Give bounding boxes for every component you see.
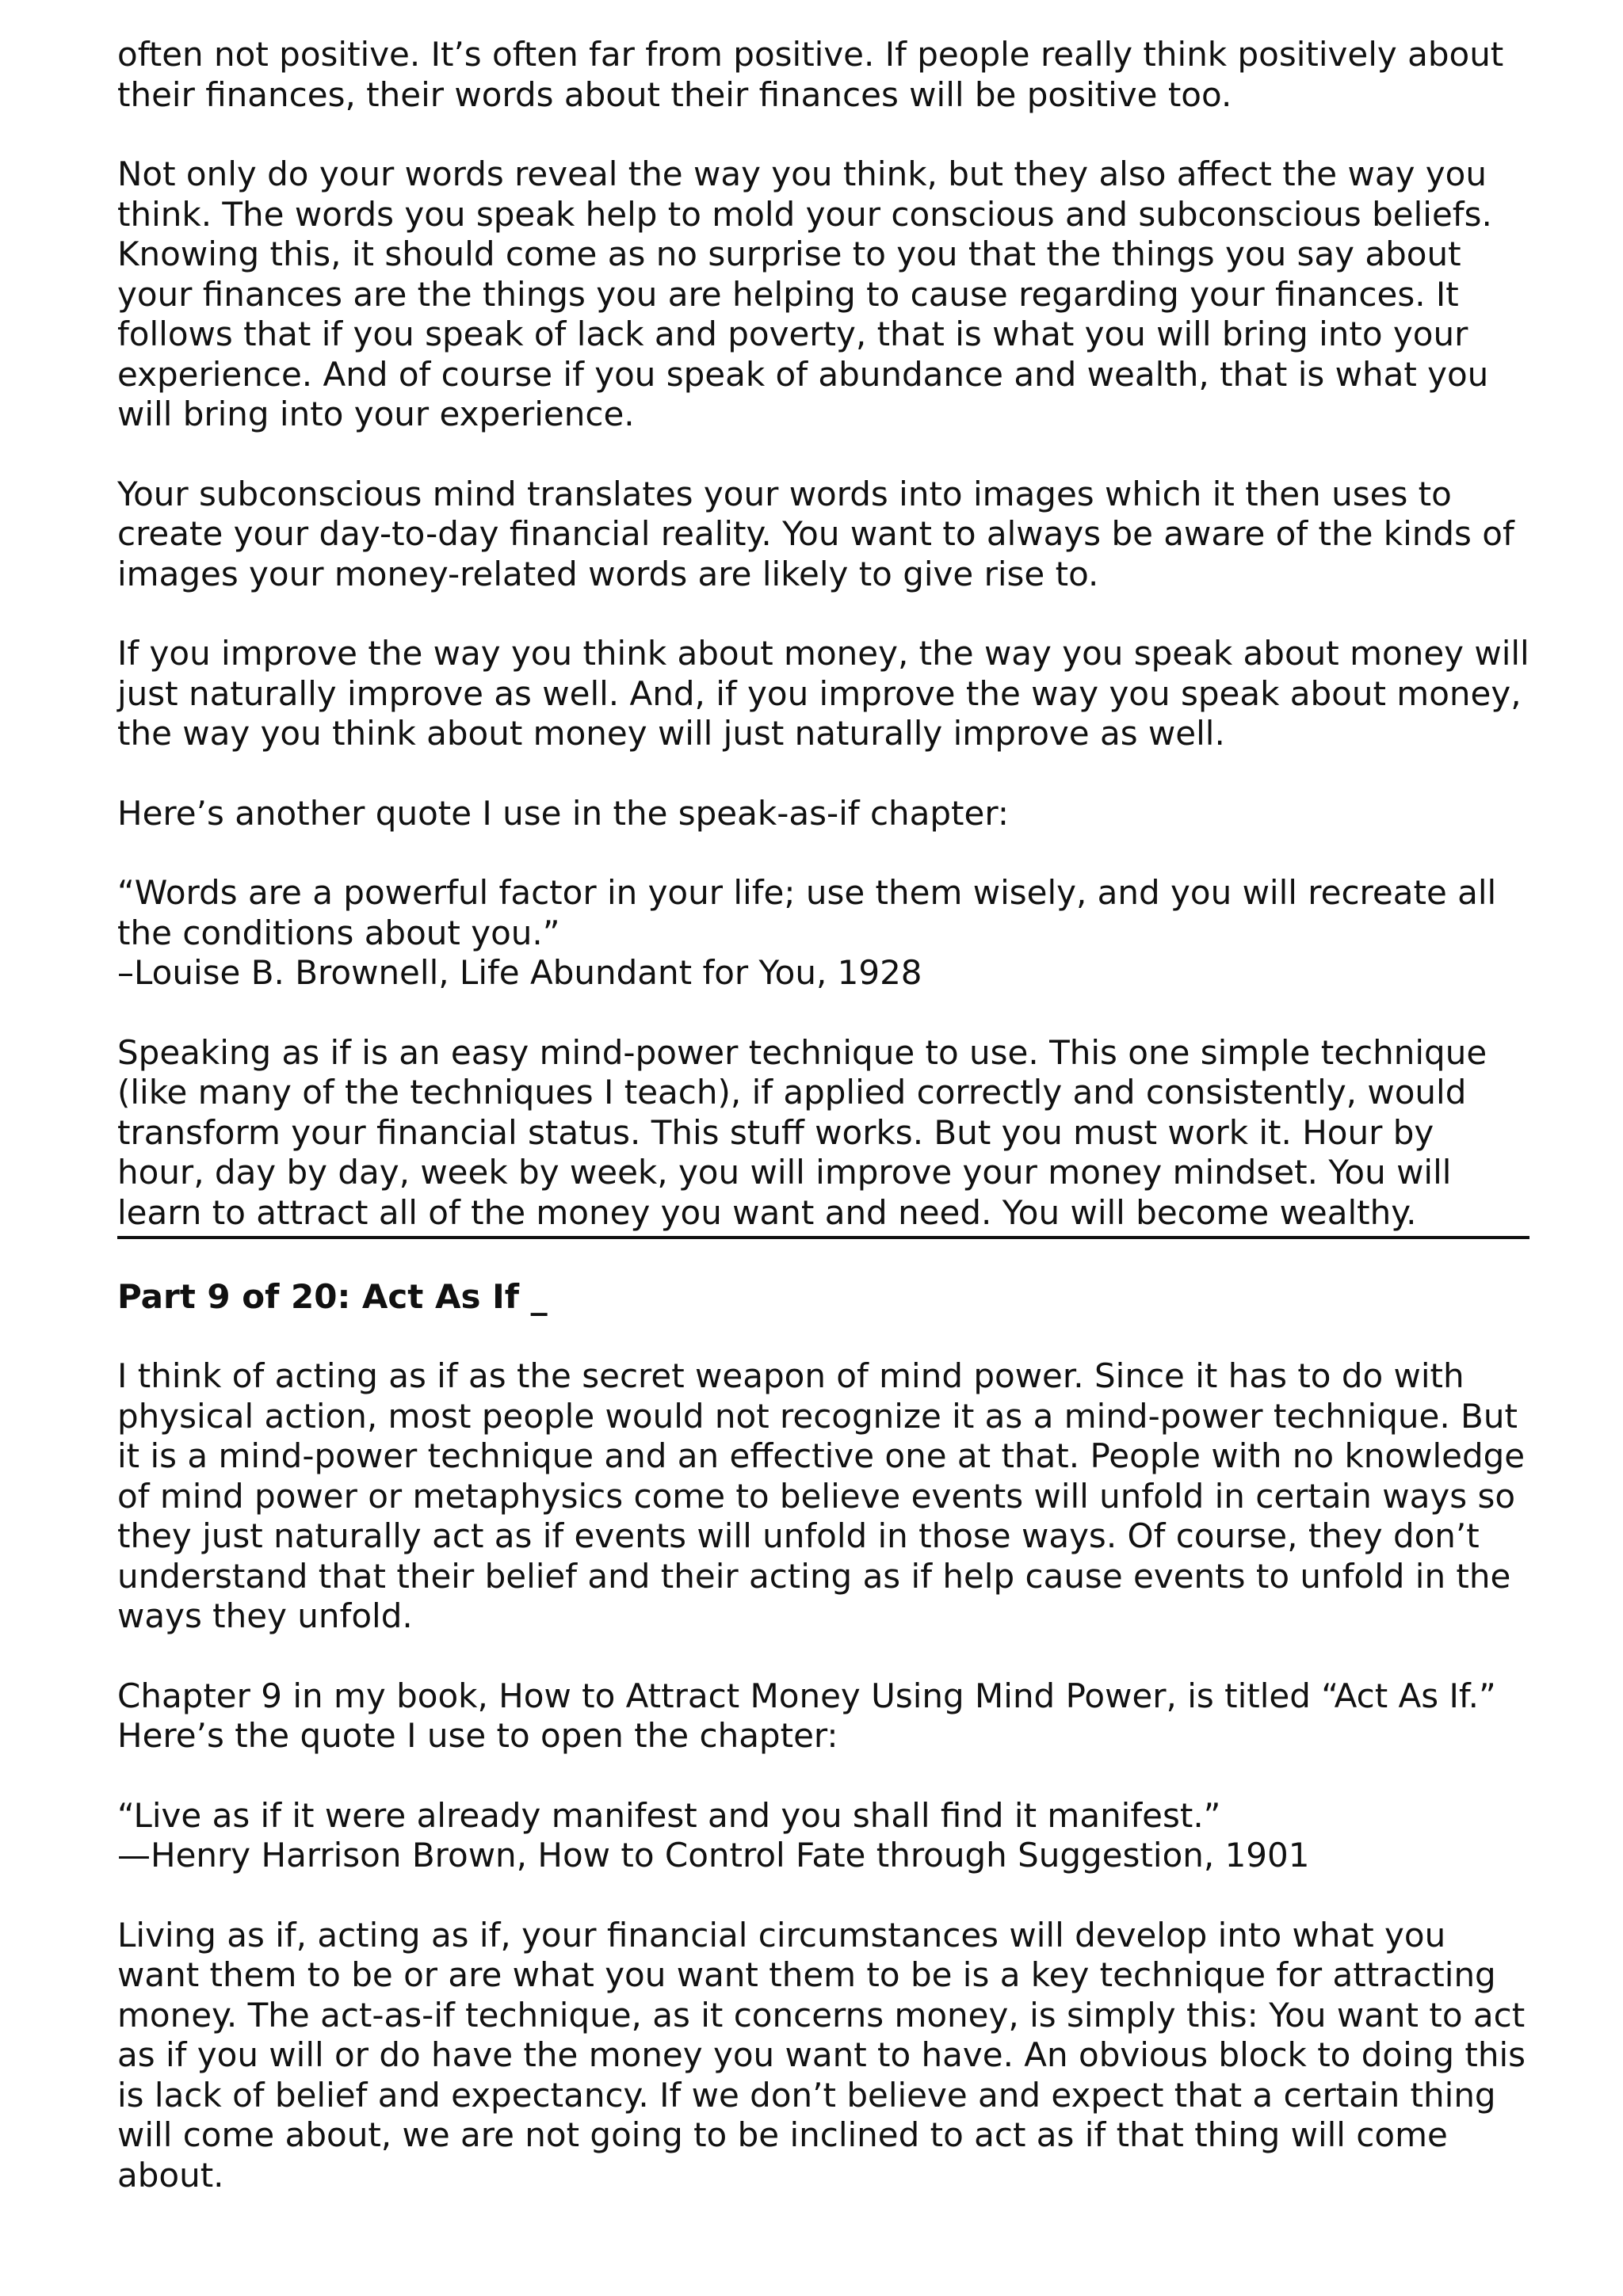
quote-block <box>117 1796 1529 1876</box>
paragraph: often not positive. It’s often far from positive. If people really think positively about their finances, their words about their finances will be positive too. <box>117 35 1504 114</box>
paragraph: Here’s another quote I use in the speak-as-if chapter: <box>117 793 1010 833</box>
paragraph: Chapter 9 in my book, How to Attract Money Using Mind Power, is titled “Act As If.” Here’s the quote I use to open the chapter: <box>117 1676 1496 1755</box>
paragraph: Your subconscious mind translates your words into images which it then uses to create your day-to-day financial reality. You want to always be aware of the kinds of images your money-related words are likely to give rise to. <box>117 474 1514 593</box>
section-divider <box>117 1236 1529 1239</box>
quote-block <box>117 873 1529 994</box>
section-heading: Part 9 of 20: Act As If _ <box>117 1277 548 1316</box>
paragraph: Living as if, acting as if, your financial circumstances will develop into what you want them to be or are what you want them to be is a key technique for attracting money. The act-as-if technique, as it concerns money, is simply this: You want to act as if you will or do have the money you want to have. An obvious block to doing this is lack of belief and expectancy. If we don’t believe and expect that a certain thing will come about, we are not going to be inclined to act as if that thing will come about. <box>117 1915 1526 2195</box>
quote-attribution: –Louise B. Brownell, Life Abundant for You, 1928 <box>117 953 922 992</box>
paragraph: If you improve the way you think about money, the way you speak about money will just naturally improve as well. And, if you improve the way you speak about money, the way you think about money will just naturally improve as well. <box>117 634 1529 753</box>
quote-attribution: —Henry Harrison Brown, How to Control Fate through Suggestion, 1901 <box>117 1836 1310 1875</box>
paragraph: Speaking as if is an easy mind-power technique to use. This one simple technique (like many of the techniques I teach), if applied correctly and consistently, would transform your financial status. This stuff works. But you must work it. Hour by hour, day by day, week by week, you will improve your money mindset. You will learn to attract all of the money you want and need. You will become wealthy. <box>117 1032 1487 1232</box>
paragraph: I think of acting as if as the secret weapon of mind power. Since it has to do with physical action, most people would not recognize it as a mind-power technique. But it is a mind-power technique and an effective one at that. People with no knowledge of mind power or metaphysics come to believe events will unfold in certain ways so they just naturally act as if events will unfold in those ways. Of course, they don’t understand that their belief and their acting as if help cause events to unfold in the ways they unfold. <box>117 1356 1526 1635</box>
quote-text: “Words are a powerful factor in your life; use them wisely, and you will recreate all the conditions about you.” <box>117 873 1497 952</box>
quote-text: “Live as if it were already manifest and you shall find it manifest.” <box>117 1795 1221 1835</box>
paragraph: Not only do your words reveal the way you think, but they also affect the way you think. The words you speak help to mold your conscious and subconscious beliefs. Knowing this, it should come as no surprise to you that the things you say about your finances are the things you are helping to cause regarding your finances. It follows that if you speak of lack and poverty, that is what you will bring into your experience. And of course if you speak of abundance and wealth, that is what you will bring into your experience. <box>117 154 1492 433</box>
